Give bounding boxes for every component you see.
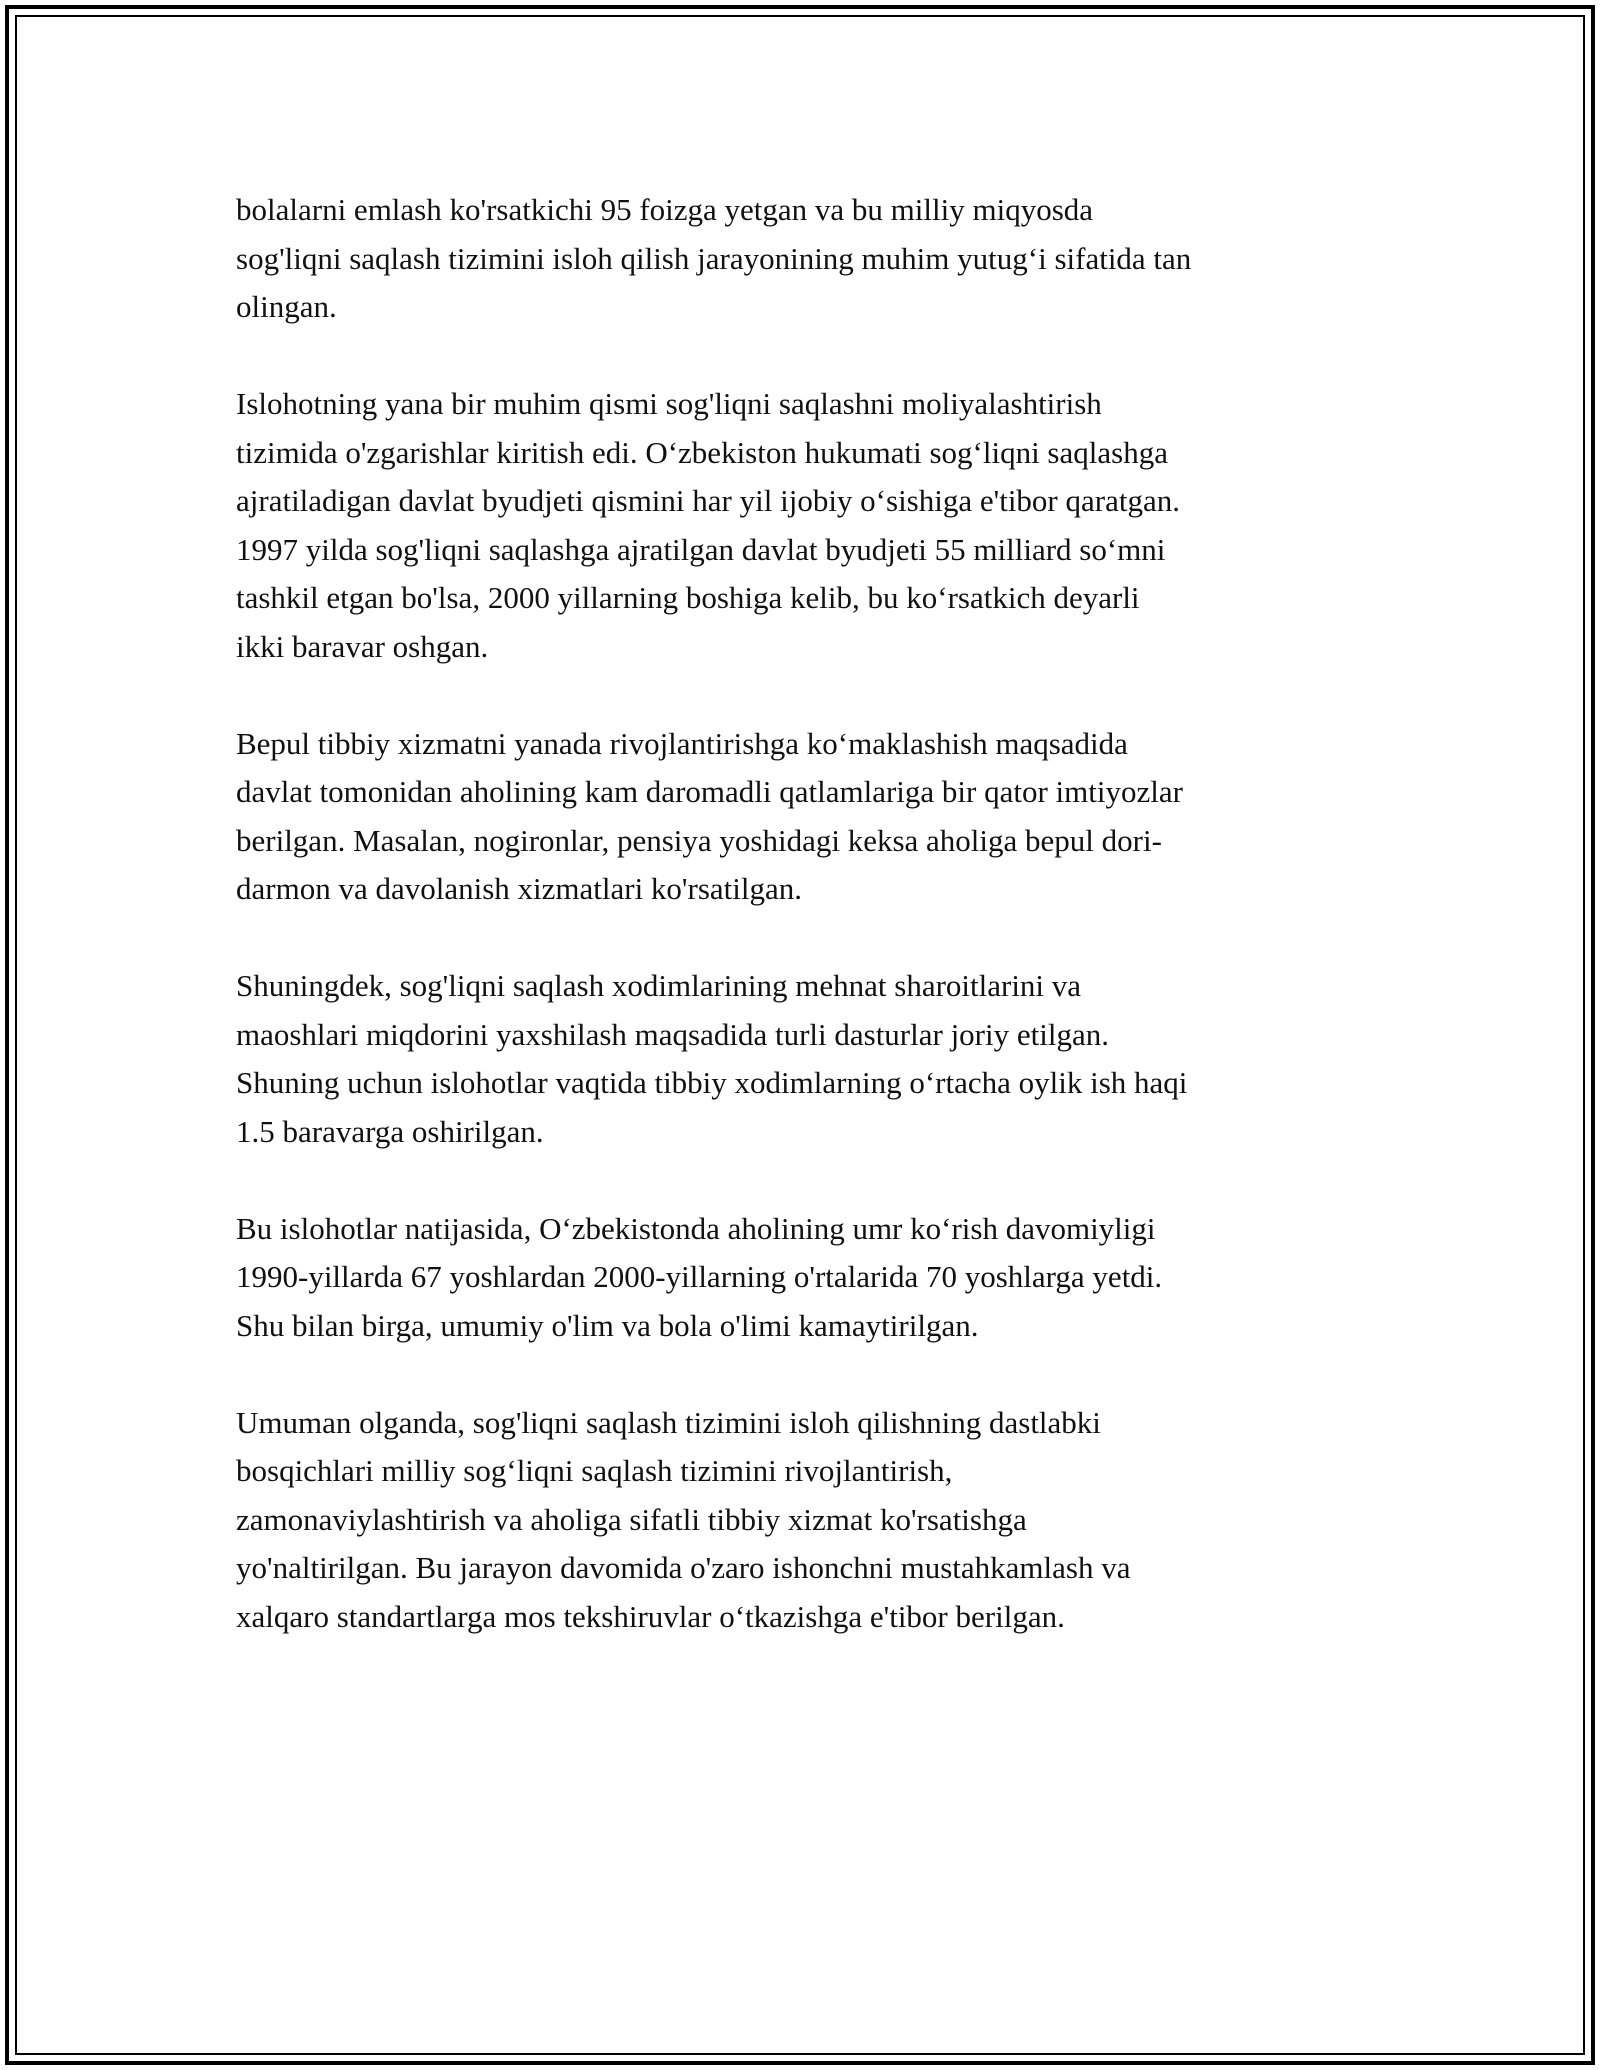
text-line: yo'naltirilgan. Bu jarayon davomida o'zaro ishonchni mustahkamlash va [236,1550,1131,1585]
text-line: Bu islohotlar natijasida, O‘zbekistonda aholining umr ko‘rish davomiyligi [236,1210,1156,1246]
text-line: sog'liqni saqlash tizimini isloh qilish jarayonining muhim yutug‘i sifatida tan [236,240,1192,276]
paragraph-6 [236,1399,1376,1642]
paragraph-3 [236,720,1376,914]
text-line: maoshlari miqdorini yaxshilash maqsadida turli dasturlar joriy etilgan. [236,1016,1109,1052]
text-line: zamonaviylashtirish va aholiga sifatli tibbiy xizmat ko'rsatishga [236,1501,1027,1537]
text-line: 1997 yilda sog'liqni saqlashga ajratilgan davlat byudjeti 55 milliard so‘mni [236,531,1166,567]
document-body [236,186,1376,1690]
text-line: tizimida o'zgarishlar kiritish edi. O‘zbekiston hukumati sog‘liqni saqlashga [236,434,1168,470]
paragraph-4 [236,962,1376,1156]
text-line: olingan. [236,289,337,324]
paragraph-2 [236,380,1376,671]
text-line: xalqaro standartlarga mos tekshiruvlar o‘tkazishga e'tibor berilgan. [236,1598,1065,1634]
text-line: berilgan. Masalan, nogironlar, pensiya yoshidagi keksa aholiga bepul dori- [236,822,1162,858]
paragraph-5 [236,1205,1376,1351]
text-line: tashkil etgan bo'lsa, 2000 yillarning boshiga kelib, bu ko‘rsatkich deyarli [236,580,1140,615]
text-line: Shuningdek, sog'liqni saqlash xodimlarining mehnat sharoitlarini va [236,968,1082,1003]
text-line: Shu bilan birga, umumiy o'lim va bola o'limi kamaytirilgan. [236,1307,979,1343]
text-line: Bepul tibbiy xizmatni yanada rivojlantirishga ko‘maklashish maqsadida [236,725,1128,761]
paragraph-1 [236,186,1376,332]
text-line: Islohotning yana bir muhim qismi sog'liqni saqlashni moliyalashtirish [236,386,1102,421]
text-line: darmon va davolanish xizmatlari ko'rsatilgan. [236,871,803,906]
text-line: ajratiladigan davlat byudjeti qismini har yil ijobiy o‘sishiga e'tibor qaratgan. [236,483,1180,518]
text-line: 1.5 baravarga oshirilgan. [236,1113,544,1149]
text-line: Shuning uchun islohotlar vaqtida tibbiy xodimlarning o‘rtacha oylik ish haqi [236,1065,1188,1100]
text-line: bolalarni emlash ko'rsatkichi 95 foizga yetgan va bu milliy miqyosda [236,192,1094,227]
text-line: ikki baravar oshgan. [236,628,489,664]
text-line: 1990-yillarda 67 yoshlardan 2000-yillarning o'rtalarida 70 yoshlarga yetdi. [236,1259,1163,1294]
text-line: Umuman olganda, sog'liqni saqlash tizimini isloh qilishning dastlabki [236,1404,1101,1440]
text-line: bosqichlari milliy sog‘liqni saqlash tizimini rivojlantirish, [236,1453,953,1488]
text-line: davlat tomonidan aholining kam daromadli qatlamlariga bir qator imtiyozlar [236,774,1183,809]
